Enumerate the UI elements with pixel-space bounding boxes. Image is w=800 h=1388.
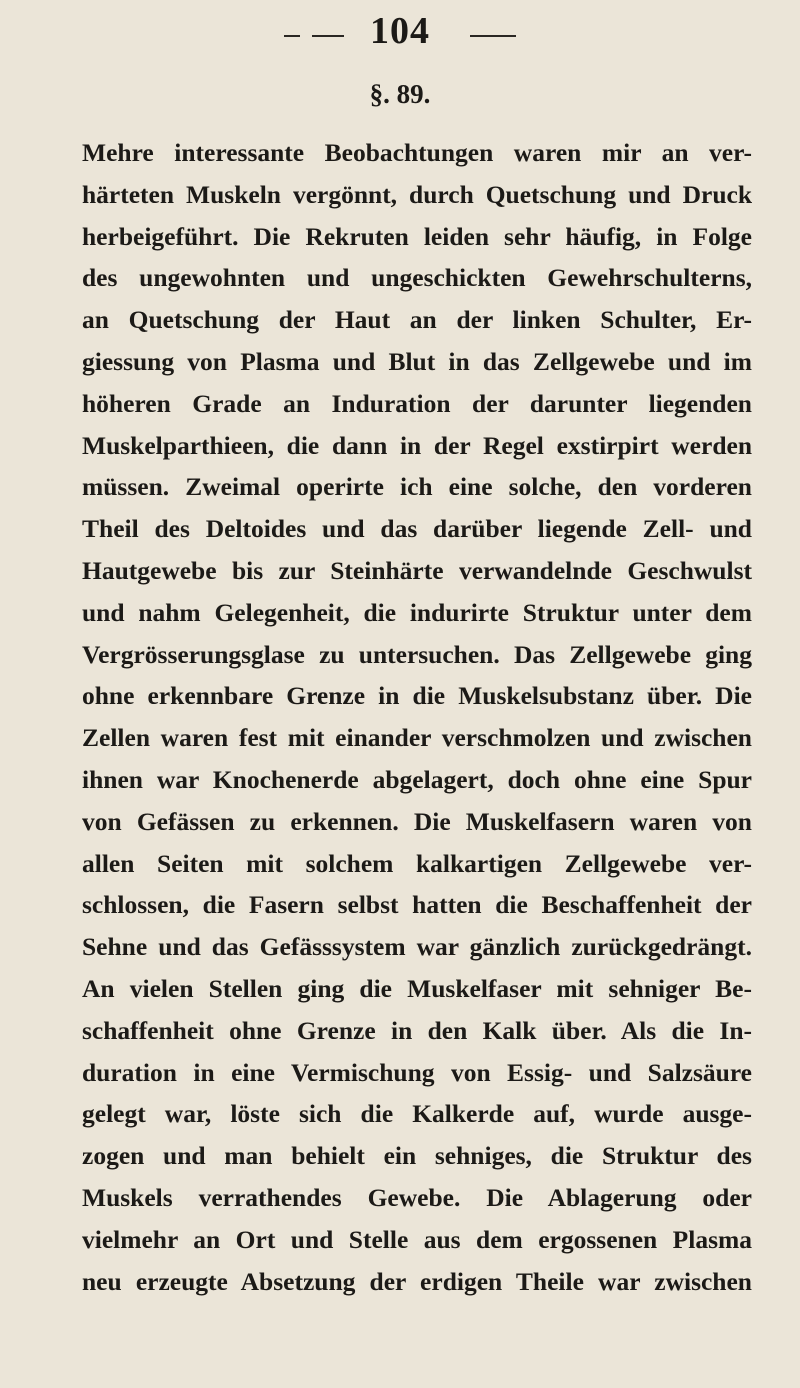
header-rule-right bbox=[470, 35, 516, 37]
text-line: herbeigeführt. Die Rekruten leiden sehr häufig, in Folge bbox=[82, 221, 752, 251]
text-line: zogen und man behielt ein sehniges, die Struktur des bbox=[82, 1141, 752, 1171]
text-line: härteten Muskeln vergönnt, durch Quetschung und Druck bbox=[82, 179, 752, 209]
text-line: vielmehr an Ort und Stelle aus dem ergossenen Plasma bbox=[82, 1224, 752, 1254]
text-line: des ungewohnten und ungeschickten Gewehrschulterns, bbox=[82, 263, 752, 293]
text-line: duration in eine Vermischung von Essig- und Salzsäure bbox=[82, 1057, 752, 1087]
text-line: schlossen, die Fasern selbst hatten die Beschaffenheit der bbox=[82, 890, 752, 920]
text-line: an Quetschung der Haut an der linken Schulter, Er- bbox=[82, 305, 752, 335]
body-text bbox=[82, 132, 752, 1302]
text-line: und nahm Gelegenheit, die indurirte Struktur unter dem bbox=[82, 597, 752, 627]
text-line: müssen. Zweimal operirte ich eine solche, den vorderen bbox=[82, 472, 752, 502]
text-line: Vergrösserungsglase zu untersuchen. Das Zellgewebe ging bbox=[82, 639, 752, 669]
text-line: An vielen Stellen ging die Muskelfaser mit sehniger Be- bbox=[82, 973, 752, 1003]
text-line: Muskelparthieen, die dann in der Regel exstirpirt werden bbox=[82, 430, 752, 460]
text-line: Zellen waren fest mit einander verschmolzen und zwischen bbox=[82, 723, 752, 753]
text-line: Hautgewebe bis zur Steinhärte verwandelnde Geschwulst bbox=[82, 555, 752, 585]
text-line: Theil des Deltoides und das darüber liegende Zell- und bbox=[82, 514, 752, 544]
text-line: gelegt war, löste sich die Kalkerde auf, wurde ausge- bbox=[82, 1099, 752, 1129]
text-line: giessung von Plasma und Blut in das Zellgewebe und im bbox=[82, 346, 752, 376]
text-line: ohne erkennbare Grenze in die Muskelsubstanz über. Die bbox=[82, 681, 752, 711]
text-line: höheren Grade an Induration der darunter liegenden bbox=[82, 388, 752, 418]
text-line: von Gefässen zu erkennen. Die Muskelfasern waren von bbox=[82, 806, 752, 836]
text-line: Sehne und das Gefässsystem war gänzlich zurückgedrängt. bbox=[82, 932, 752, 962]
text-line: allen Seiten mit solchem kalkartigen Zellgewebe ver- bbox=[82, 848, 752, 878]
text-line: Mehre interessante Beobachtungen waren mir an ver- bbox=[82, 138, 752, 167]
text-line: schaffenheit ohne Grenze in den Kalk über. Als die In- bbox=[82, 1015, 752, 1045]
section-heading: §. 89. bbox=[369, 79, 431, 109]
page-number: 104 bbox=[370, 10, 430, 52]
text-line: ihnen war Knochenerde abgelagert, doch ohne eine Spur bbox=[82, 764, 752, 794]
text-line: Muskels verrathendes Gewebe. Die Ablagerung oder bbox=[82, 1182, 752, 1212]
text-line: neu erzeugte Absetzung der erdigen Theile war zwischen bbox=[82, 1266, 752, 1296]
page-header bbox=[0, 8, 800, 56]
